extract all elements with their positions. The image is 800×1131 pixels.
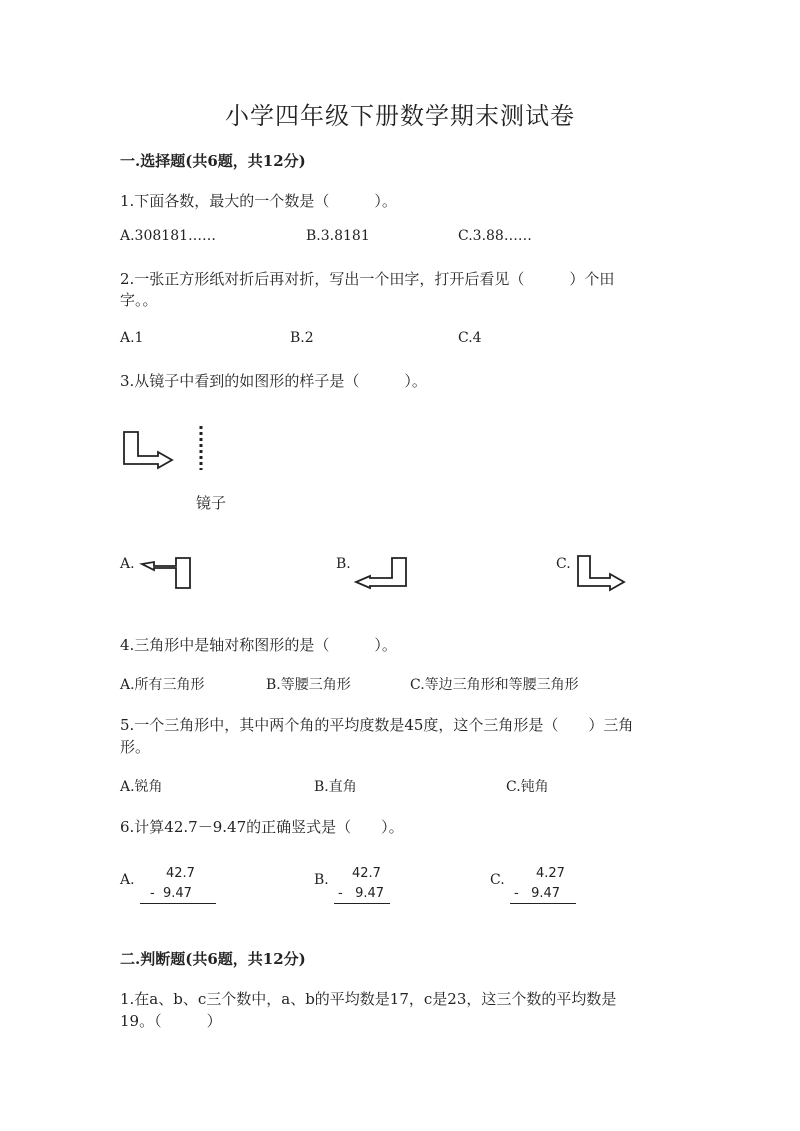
- q2-option-b: B.2: [290, 330, 314, 346]
- question-2-line-2: 字。。: [120, 291, 158, 309]
- q6-option-c-bottom: - 9.47: [514, 886, 561, 901]
- q6-option-c-line: [510, 903, 576, 904]
- page-title: 小学四年级下册数学期末测试卷: [225, 102, 575, 130]
- question-3: 3.从镜子中看到的如图形的样子是（ ）。: [120, 372, 427, 390]
- judgement-1-line-2: 19。（ ）: [120, 1012, 222, 1030]
- q3-option-b-figure: [354, 552, 410, 592]
- section-heading-judgement: 二.判断题(共6题，共12分): [120, 950, 306, 968]
- question-1: 1.下面各数，最大的一个数是（ ）。: [120, 192, 397, 210]
- q4-option-a: A.所有三角形: [120, 677, 205, 693]
- q3-option-a-figure: [140, 552, 196, 592]
- q6-option-c-label: C.: [490, 872, 505, 888]
- q2-option-c: C.4: [458, 330, 482, 346]
- q1-option-b: B.3.8181: [306, 228, 370, 244]
- q6-option-c-top: 4.27: [536, 866, 565, 881]
- l-arrow-figure: [120, 430, 180, 470]
- q5-option-b: B.直角: [314, 779, 357, 795]
- mirror-label: 镜子: [196, 494, 227, 512]
- q1-option-a: A.308181……: [120, 228, 217, 244]
- q6-option-b-label: B.: [314, 872, 329, 888]
- q6-option-b-bottom: - 9.47: [338, 886, 385, 901]
- q3-option-c: C.: [556, 556, 571, 572]
- question-2-line-1: 2.一张正方形纸对折后再对折，写出一个田字，打开后看见（ ）个田: [120, 270, 615, 288]
- question-5-line-1: 5.一个三角形中，其中两个角的平均度数是45度，这个三角形是（ ）三角: [120, 716, 634, 734]
- q4-option-b: B.等腰三角形: [266, 677, 351, 693]
- q5-option-a: A.锐角: [120, 779, 163, 795]
- q2-option-a: A.1: [120, 330, 144, 346]
- q6-option-a-label: A.: [120, 872, 135, 888]
- question-4: 4.三角形中是轴对称图形的是（ ）。: [120, 636, 397, 654]
- q3-option-a: A.: [120, 556, 135, 572]
- mirror-line: [196, 424, 206, 474]
- q5-option-c: C.钝角: [506, 779, 549, 795]
- judgement-1-line-1: 1.在a、b、c三个数中，a、b的平均数是17，c是23，这三个数的平均数是: [120, 990, 617, 1008]
- q1-option-c: C.3.88……: [458, 228, 532, 244]
- q3-option-b: B.: [336, 556, 351, 572]
- section-heading-choice: 一.选择题(共6题，共12分): [120, 152, 306, 170]
- q3-option-c-figure: [574, 552, 630, 592]
- q6-option-a-top: 42.7: [166, 866, 195, 881]
- question-6: 6.计算42.7－9.47的正确竖式是（ ）。: [120, 818, 404, 836]
- q4-option-c: C.等边三角形和等腰三角形: [410, 677, 579, 693]
- q6-option-a-bottom: - 9.47: [150, 886, 192, 901]
- q6-option-a-line: [140, 903, 216, 904]
- q6-option-b-line: [334, 903, 390, 904]
- q6-option-b-top: 42.7: [352, 866, 381, 881]
- question-5-line-2: 形。: [120, 738, 151, 756]
